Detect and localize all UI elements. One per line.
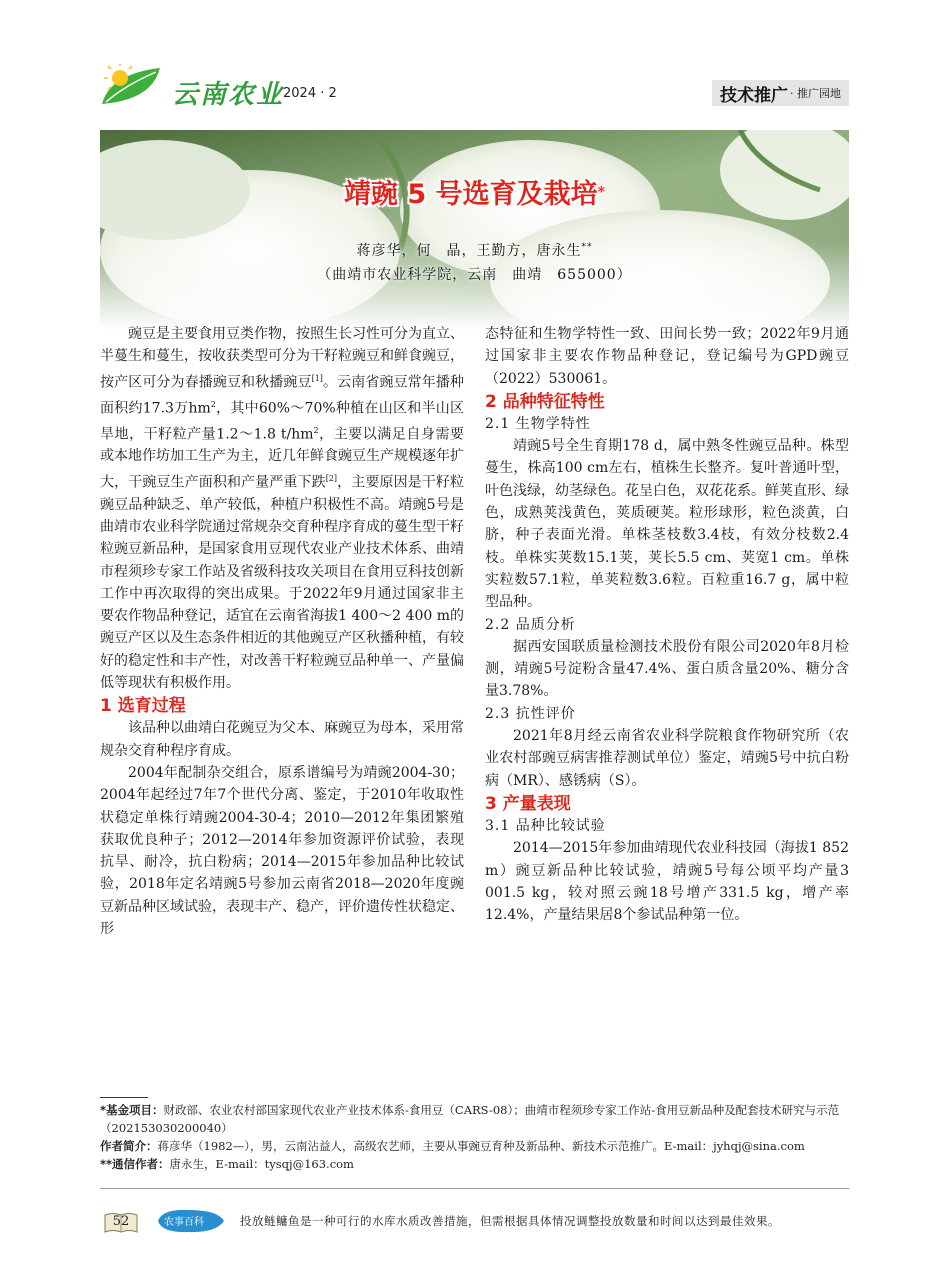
citation-1[interactable]: [1] (311, 373, 323, 383)
heading-variety-traits: 2 品种特征特性 (485, 391, 605, 412)
author-note: 作者简介：蒋彦华（1982—），男，云南沾益人，高级农艺师，主要从事豌豆育种及新品种、新技术示范推广。E-mail：jyhqj@sina.com (100, 1139, 805, 1153)
heading-resistance: 2.3 抗性评价 (485, 705, 576, 722)
section-main: 技术推广 (720, 85, 788, 106)
section-sub: · 推广园地 (790, 87, 841, 100)
section-tag (712, 80, 849, 106)
title-text: 靖豌 5 号选育及栽培 (344, 179, 598, 210)
pea-flower-banner (100, 130, 849, 330)
biological-traits-paragraph: 靖豌5号全生育期178 d，属中熟冬性豌豆品种。株型蔓生，株高100 cm左右，植株生长整齐。复叶普通叶型，叶色浅绿，幼茎绿色。花呈白色，双花花系。鲜荚直形、绿色，成熟荚浅黄色，荚质硬荚。粒形球形，粒色淡黄，白脐，种子表面光滑。单株茎枝数3.4枝，有效分枝数2.4枝。单株实荚数15.1荚，荚长5.5 cm、荚宽1 cm。单株实粒数57.1粒，单荚粒数3.6粒。百粒重16.7 g，属中粒型品种。 (485, 438, 849, 611)
heading-comparison-trial: 3.1 品种比较试验 (485, 817, 606, 834)
resistance-paragraph: 2021年8月经云南省农业科学院粮食作物研究所（农业农村部豌豆病害推荐测试单位）鉴定，靖豌5号中抗白粉病（MR）、感锈病（S）。 (485, 728, 849, 789)
comparison-paragraph: 2014—2015年参加曲靖现代农业科技园（海拔1 852 m）豌豆新品种比较试验，靖豌5号每公顷平均产量3 001.5 kg，较对照云豌18号增产331.5 kg，增产率12.4%，产量结果居8个参试品种第一位。 (485, 840, 849, 924)
issue-number: 2024 · 2 (283, 86, 337, 101)
article-title (100, 172, 849, 211)
footnote-divider (100, 1097, 148, 1098)
left-column (100, 323, 464, 940)
page-number: 52 (104, 1212, 138, 1234)
sun-leaf-logo-icon (100, 64, 170, 108)
breeding-paragraph-2: 2004年配制杂交组合，原系谱编号为靖豌2004-30；2004年起经过7年7个世代分离、鉴定，于2010年收取性状稳定单株行靖豌2004-30-4；2010—2012年集团繁殖获取优良种子；2012—2014年参加资源评价试验，表现抗旱、耐冷，抗白粉病；2014—2015年参加品种比较试验，2018年定名靖豌5号参加云南省2018—2020年度豌豆新品种区域试验，表现丰产、稳产，评价遗传性状稳定、形 (100, 764, 464, 938)
footer-divider (100, 1188, 849, 1189)
fund-note: *基金项目：财政部、农业农村部国家现代农业产业技术体系-食用豆（CARS-08）；曲靖市程须珍专家工作站-食用豆新品种及配套技术研究与示范（202153030200040） (100, 1103, 840, 1135)
citation-2[interactable]: [2] (325, 473, 338, 483)
heading-breeding-process: 1 选育过程 (100, 696, 186, 717)
heading-quality-analysis: 2.2 品质分析 (485, 616, 576, 633)
quality-paragraph: 据西安国联质量检测技术股份有限公司2020年8月检测，靖豌5号淀粉含量47.4%、蛋白质含量20%、糖分含量3.78%。 (485, 638, 849, 700)
corresponding-note: **通信作者：唐永生，E-mail：tysqj@163.com (100, 1157, 354, 1171)
authors (100, 240, 849, 260)
breeding-paragraph-cont: 态特征和生物学特性一致、田间长势一致；2022年9月通过国家非主要农作物品种登记，登记编号为GPD豌豆（2022）530061。 (485, 326, 849, 387)
corresponding-mark: ** (581, 242, 593, 253)
breeding-paragraph-1: 该品种以曲靖白花豌豆为父本、麻豌豆为母本，采用常规杂交育种程序育成。 (100, 720, 464, 759)
right-column (485, 323, 849, 926)
footer-tip: 投放鲢鳙鱼是一种可行的水库水质改善措施，但需根据具体情况调整投放数量和时间以达到最佳效果。 (240, 1214, 780, 1228)
footnotes (100, 1101, 849, 1173)
heading-biological-traits: 2.1 生物学特性 (485, 415, 591, 432)
author-names: 蒋彦华，何 晶，王勤方，唐永生 (356, 243, 582, 259)
intro-paragraph: 豌豆是主要食用豆类作物，按照生长习性可分为直立、半蔓生和蔓生，按收获类型可分为干籽粒豌豆和鲜食豌豆，按产区可分为春播豌豆和秋播豌豆[1]。云南省豌豆常年播种面积约17.3万hm$^2$，其中60%～70%种植在山区和半山区旱地，干籽粒产量1.2～1.8 t/hm$^2$，主要以满足自身需要或本地作坊加工生产为主，近几年鲜食豌豆生产规模逐年扩大，干豌豆生产面积和产量严重下跌[2]，主要原因是干籽粒豌豆品种缺乏、单产较低，种植户积极性不高。靖豌5号是曲靖市农业科学院通过常规杂交育种程序育成的蔓生型干籽粒豌豆新品种，是国家食用豆现代农业产业技术体系、曲靖市程须珍专家工作站及省级科技攻关项目在食用豆科技创新工作中再次取得的突出成果。于2022年9月通过国家非主要农作物品种登记，适宜在云南省海拔1 400～2 400 m的豌豆产区以及生态条件相近的其他豌豆产区秋播种植，有较好的稳定性和丰产性，对改善干籽粒豌豆品种单一、产量偏低等现状有积极作用。 (100, 326, 465, 692)
heading-yield: 3 产量表现 (485, 793, 571, 814)
column-tag: 农事百科 (158, 1208, 224, 1234)
title-footnote-mark: * (597, 184, 605, 201)
journal-brand: 云南农业 (172, 80, 285, 110)
affiliation: （曲靖市农业科学院，云南 曲靖 655000） (317, 267, 632, 283)
